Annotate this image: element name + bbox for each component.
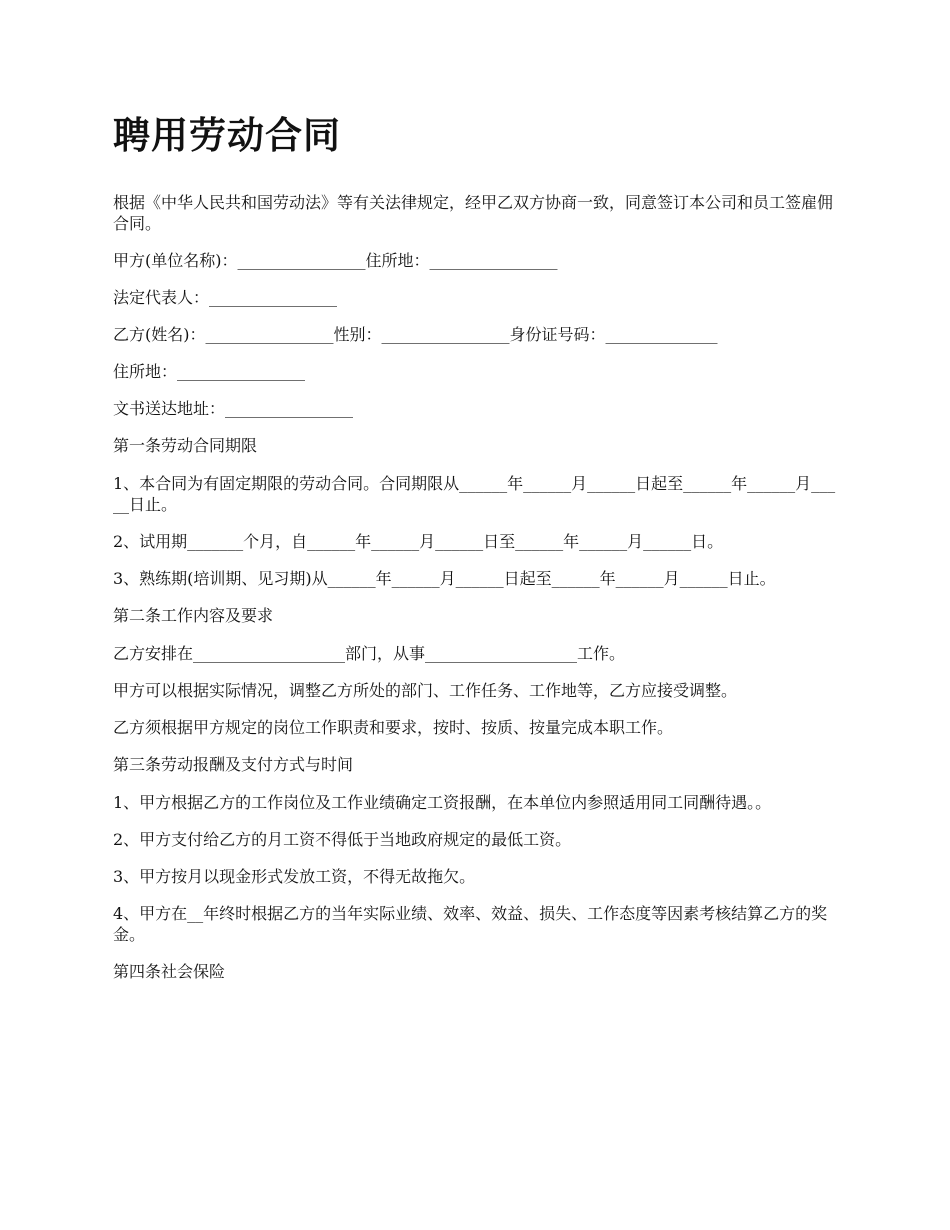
contract-document: [113, 108, 840, 999]
party-b-line: 乙方(姓名)：________________性别：________________身份证号码：______________: [113, 325, 718, 344]
article-1-item: 1、本合同为有固定期限的劳动合同。合同期限从______年______月______日起至______年______月_____日止。: [113, 474, 836, 514]
article-3-item: 2、甲方支付给乙方的月工资不得低于当地政府规定的最低工资。: [113, 830, 572, 849]
article-2-heading: 第二条工作内容及要求: [113, 606, 274, 625]
article-1-heading: 第一条劳动合同期限: [113, 436, 258, 455]
delivery-address-line: 文书送达地址：________________: [113, 399, 354, 418]
article-3-item: 1、甲方根据乙方的工作岗位及工作业绩确定工资报酬，在本单位内参照适用同工同酬待遇。。: [113, 793, 772, 812]
article-2-item: 乙方安排在___________________部门，从事___________________工作。: [113, 644, 626, 663]
legal-representative-line: 法定代表人：________________: [113, 288, 338, 307]
article-1-item: 2、试用期_______个月，自______年______月______日至______年______月______日。: [113, 532, 724, 551]
party-a-line: 甲方(单位名称)：________________住所地：________________: [113, 251, 558, 270]
intro-paragraph: 根据《中华人民共和国劳动法》等有关法律规定，经甲乙双方协商一致，同意签订本公司和员工签雇佣合同。: [113, 193, 834, 233]
article-2-item: 甲方可以根据实际情况，调整乙方所处的部门、工作任务、工作地等，乙方应接受调整。: [113, 681, 738, 700]
article-1-item: 3、熟练期(培训期、见习期)从______年______月______日起至______年______月______日止。: [113, 569, 776, 588]
article-3-item: 3、甲方按月以现金形式发放工资，不得无故拖欠。: [113, 867, 476, 886]
party-b-address-line: 住所地：________________: [113, 362, 306, 381]
article-4-heading: 第四条社会保险: [113, 962, 226, 981]
article-2-item: 乙方须根据甲方规定的岗位工作职责和要求，按时、按质、按量完成本职工作。: [113, 718, 674, 737]
article-3-heading: 第三条劳动报酬及支付方式与时间: [113, 755, 354, 774]
article-3-item: 4、甲方在__年终时根据乙方的当年实际业绩、效率、效益、损失、工作态度等因素考核结算乙方的奖金。: [113, 904, 828, 944]
document-title: 聘用劳动合同: [113, 114, 341, 157]
